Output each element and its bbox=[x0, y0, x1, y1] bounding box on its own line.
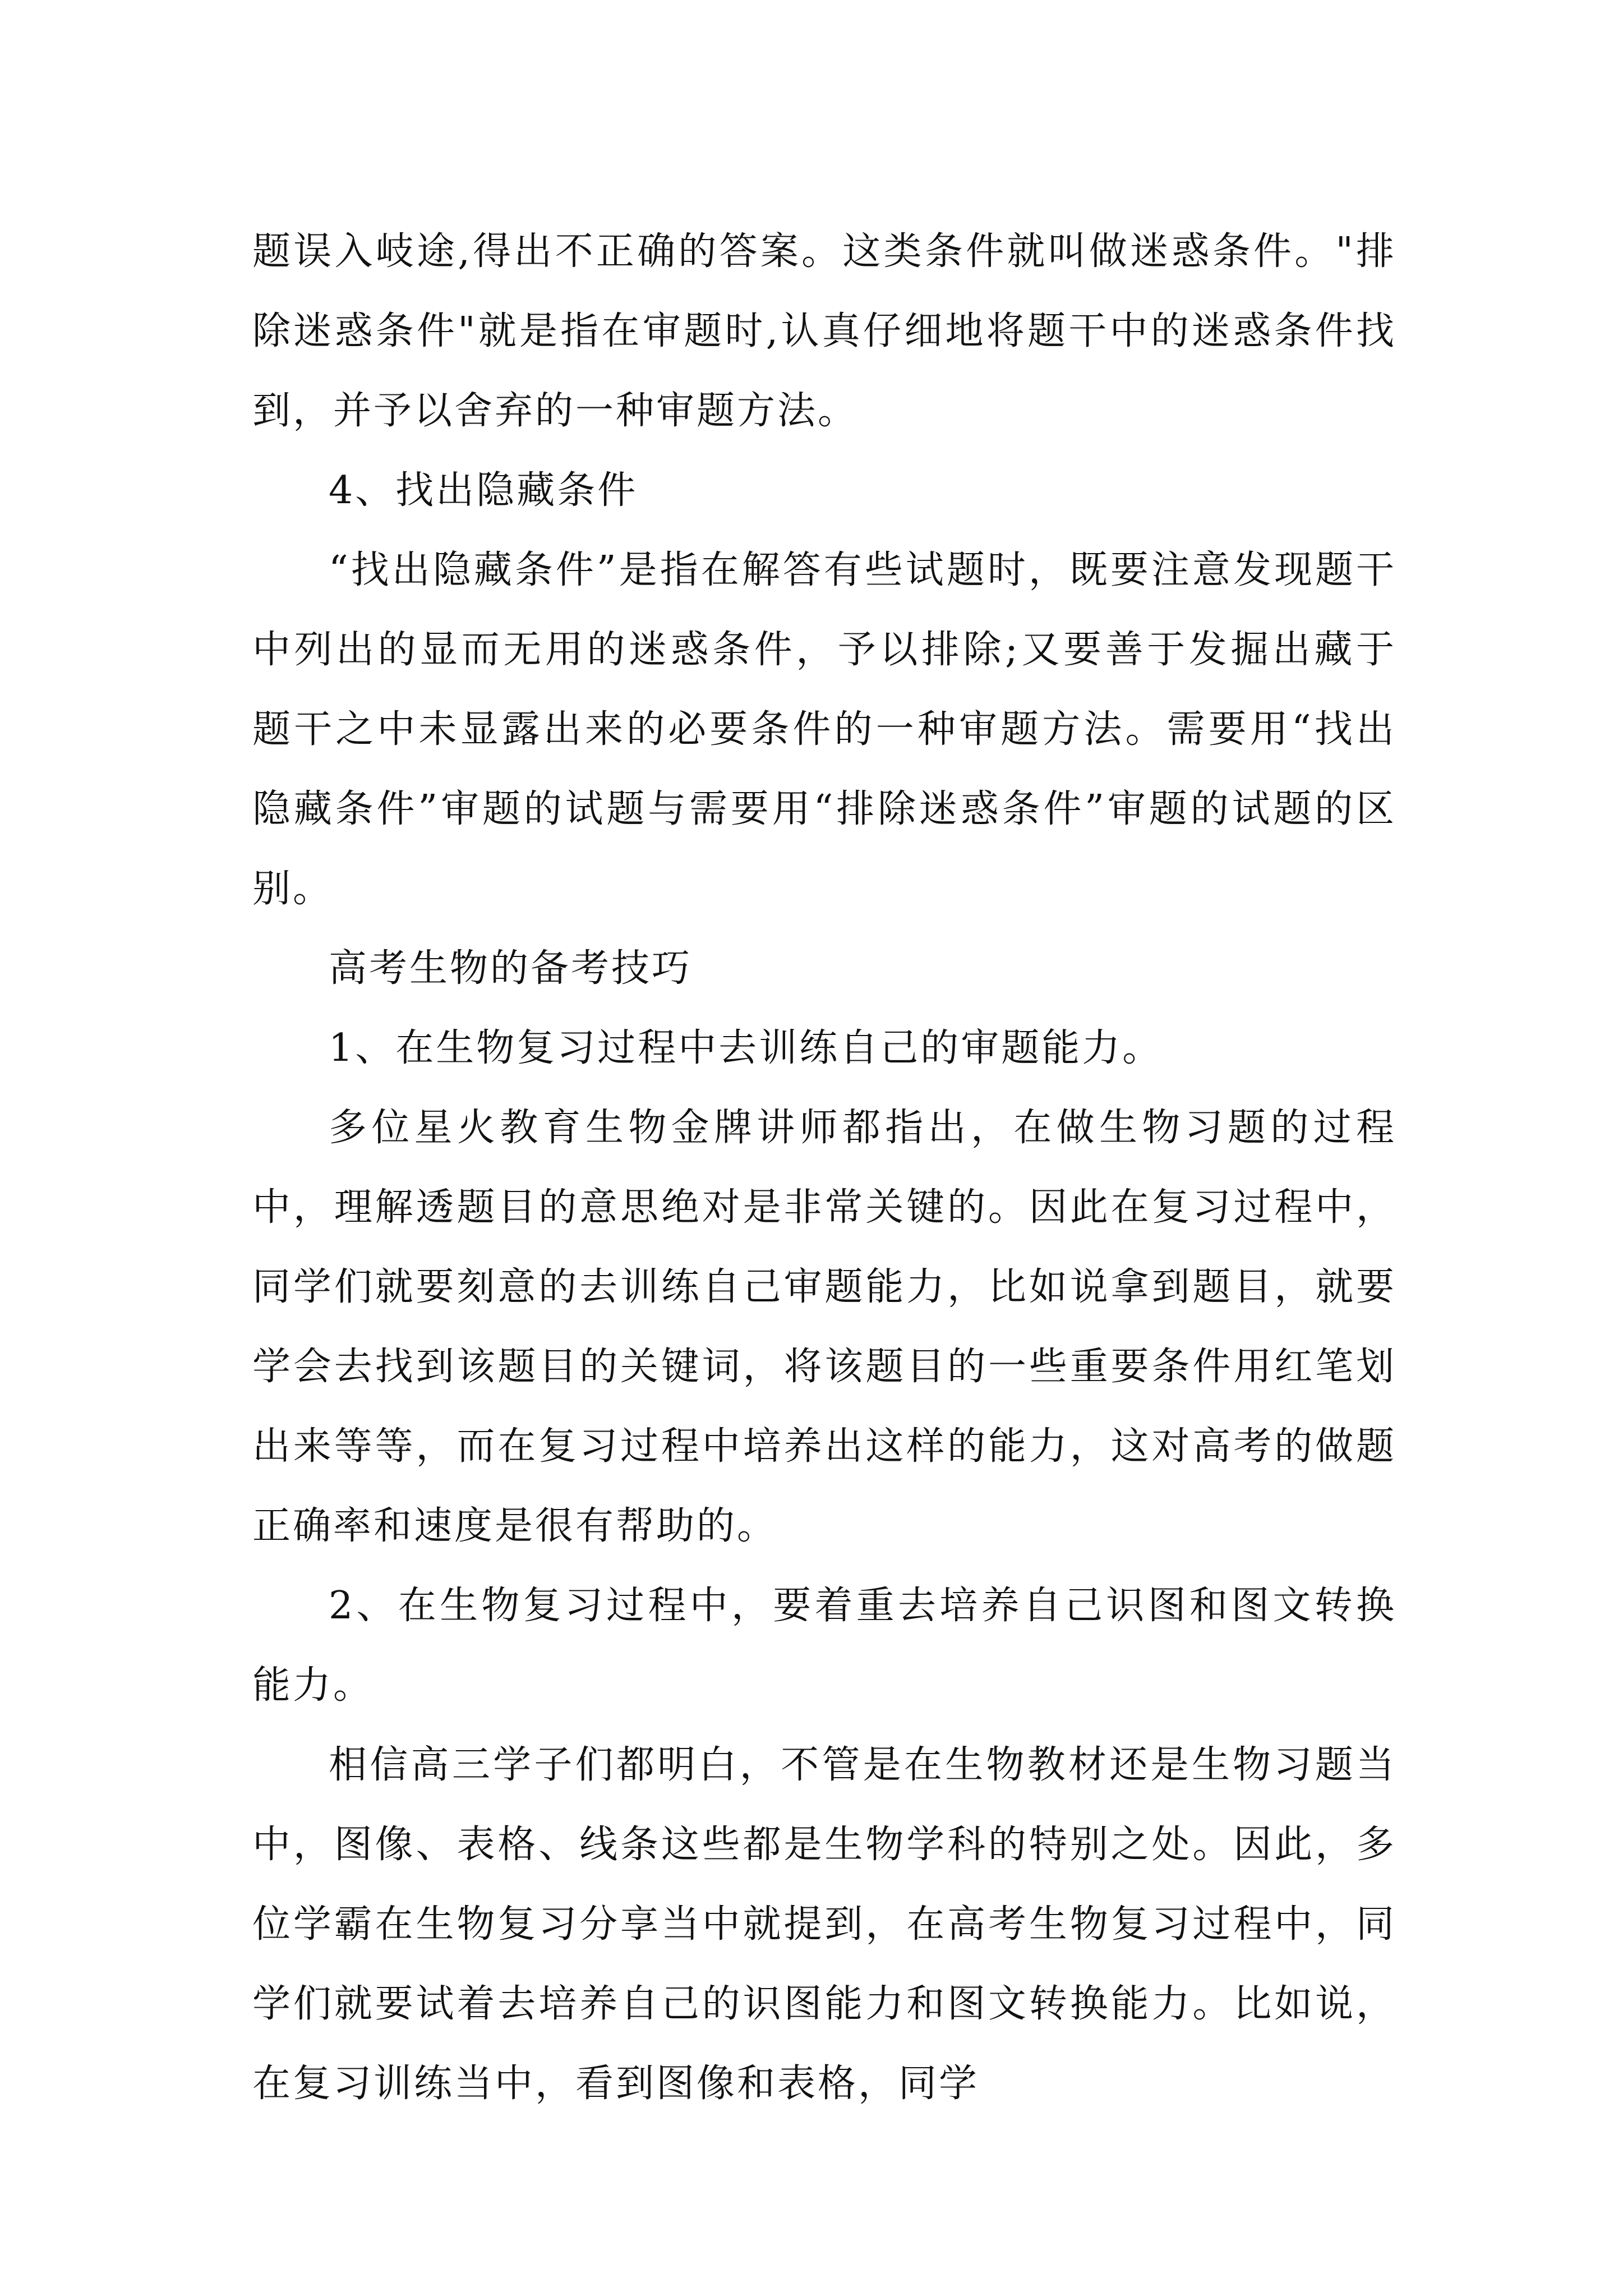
section-heading-exam-tips: 高考生物的备考技巧 bbox=[329, 946, 693, 991]
paragraph-hidden-conditions: “找出隐藏条件”是指在解答有些试题时，既要注意发现题干中列出的显而无用的迷惑条件，予以排除;又要善于发掘出藏于题干之中未显露出来的必要条件的一种审题方法。需要用“找出隐藏条件”审题的试题与需要用“排除迷惑条件”审题的试题的区别。 bbox=[252, 548, 1396, 911]
document-body bbox=[252, 212, 1396, 2124]
tip-heading-1: 1、在生物复习过程中去训练自己的审题能力。 bbox=[329, 1026, 1163, 1070]
section-heading-find-hidden-conditions: 4、找出隐藏条件 bbox=[329, 468, 638, 513]
tip-heading-2: 2、在生物复习过程中，要着重去培养自己识图和图文转换能力。 bbox=[252, 1584, 1396, 1708]
paragraph-continuation: 题误入岐途,得出不正确的答案。这类条件就叫做迷惑条件。"排除迷惑条件"就是指在审题时,认真仔细地将题干中的迷惑条件找到，并予以舍弃的一种审题方法。 bbox=[252, 229, 1396, 433]
paragraph-tip-2: 相信高三学子们都明白，不管是在生物教材还是生物习题当中，图像、表格、线条这些都是生物学科的特别之处。因此，多位学霸在生物复习分享当中就提到，在高考生物复习过程中，同学们就要试着去培养自己的识图能力和图文转换能力。比如说，在复习训练当中，看到图像和表格，同学 bbox=[252, 1743, 1396, 2106]
paragraph-tip-1: 多位星火教育生物金牌讲师都指出，在做生物习题的过程中，理解透题目的意思绝对是非常关键的。因此在复习过程中，同学们就要刻意的去训练自己审题能力，比如说拿到题目，就要学会去找到该题目的关键词，将该题目的一些重要条件用红笔划出来等等，而在复习过程中培养出这样的能力，这对高考的做题正确率和速度是很有帮助的。 bbox=[252, 1106, 1396, 1548]
